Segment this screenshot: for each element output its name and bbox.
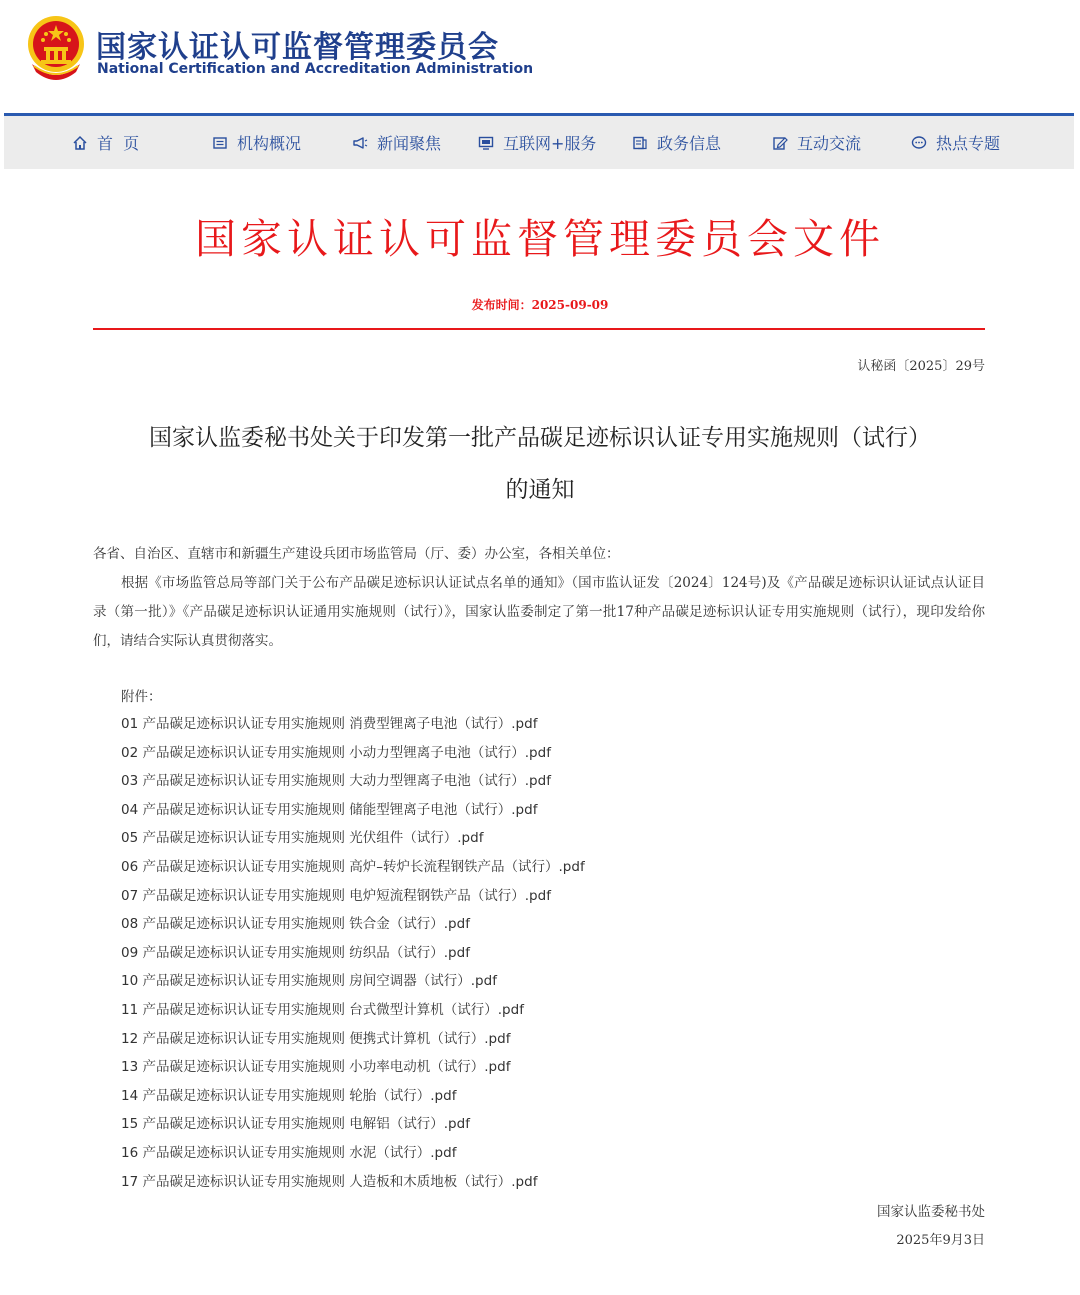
nav-label-interaction: 互动交流 — [797, 134, 862, 153]
document-number: 认秘函〔2025〕29号 — [857, 359, 985, 374]
site-title[interactable]: 国家认证认可监督管理委员会 — [96, 30, 499, 65]
attachment-link[interactable]: 14 产品碳足迹标识认证专用实施规则 轮胎（试行）.pdf — [121, 1087, 457, 1104]
nav-item-topics[interactable] — [911, 116, 1000, 169]
nav-label-home: 首 页 — [97, 134, 140, 153]
nav-label-about: 机构概况 — [237, 134, 302, 153]
notice-title-line-1: 国家认监委秘书处关于印发第一批产品碳足迹标识认证专用实施规则（试行） — [149, 425, 931, 451]
attachment-link[interactable]: 08 产品碳足迹标识认证专用实施规则 铁合金（试行）.pdf — [121, 916, 470, 933]
document-banner: 国家认证认可监督管理委员会文件 — [195, 215, 885, 263]
nav-label-services: 互联网+服务 — [503, 134, 597, 153]
attachment-link[interactable]: 10 产品碳足迹标识认证专用实施规则 房间空调器（试行）.pdf — [121, 973, 497, 990]
nav-label-topics: 热点专题 — [936, 134, 1001, 153]
attachment-link[interactable]: 03 产品碳足迹标识认证专用实施规则 大动力型锂离子电池（试行）.pdf — [121, 773, 551, 790]
attachment-link[interactable]: 17 产品碳足迹标识认证专用实施规则 人造板和木质地板（试行）.pdf — [121, 1173, 538, 1190]
home-icon — [72, 135, 88, 151]
megaphone-icon — [352, 135, 368, 151]
notice-title — [60, 412, 1020, 516]
notice-body — [93, 540, 985, 656]
attachment-link[interactable]: 02 产品碳足迹标识认证专用实施规则 小动力型锂离子电池（试行）.pdf — [121, 744, 551, 761]
nav-item-interaction[interactable] — [772, 116, 861, 169]
list-icon — [212, 135, 228, 151]
attachment-link[interactable]: 09 产品碳足迹标识认证专用实施规则 纺织品（试行）.pdf — [121, 944, 470, 961]
national-emblem-icon[interactable] — [24, 14, 88, 82]
attachment-link[interactable]: 01 产品碳足迹标识认证专用实施规则 消费型锂离子电池（试行）.pdf — [121, 716, 538, 732]
red-divider — [93, 328, 985, 330]
notice-title-line-2: 的通知 — [505, 477, 575, 503]
site-header — [0, 0, 1080, 112]
attachment-link[interactable]: 13 产品碳足迹标识认证专用实施规则 小功率电动机（试行）.pdf — [121, 1059, 511, 1076]
attachment-link[interactable]: 11 产品碳足迹标识认证专用实施规则 台式微型计算机（试行）.pdf — [121, 1001, 524, 1018]
main-nav — [4, 113, 1074, 169]
body-paragraph: 根据《市场监管总局等部门关于公布产品碳足迹标识认证试点名单的通知》（国市监认证发〔2024〕124号)及《产品碳足迹标识认证试点认证目录（第一批）》《产品碳足迹标识认证通用实施规则（试行）》，国家认监委制定了第一批17种产品碳足迹标识认证专用实施规则（试行），现印发给你们，请结合实际认真贯彻落实。 — [93, 575, 985, 649]
nav-label-government-info: 政务信息 — [657, 134, 722, 153]
publish-time: 发布时间：2025-09-09 — [471, 298, 609, 312]
signature-organization: 国家认监委秘书处 — [877, 1204, 985, 1220]
chat-icon — [911, 135, 927, 151]
document-icon — [632, 135, 648, 151]
attachments-list — [121, 710, 585, 1196]
nav-item-about[interactable] — [212, 116, 301, 169]
edit-icon — [772, 135, 788, 151]
attachment-link[interactable]: 04 产品碳足迹标识认证专用实施规则 储能型锂离子电池（试行）.pdf — [121, 801, 538, 818]
nav-item-news[interactable] — [352, 116, 441, 169]
attachment-link[interactable]: 16 产品碳足迹标识认证专用实施规则 水泥（试行）.pdf — [121, 1144, 457, 1161]
nav-item-services[interactable] — [478, 116, 596, 169]
site-subtitle: National Certification and Accreditation Administration — [97, 61, 534, 77]
attachments-label: 附件： — [121, 689, 162, 705]
nav-item-home[interactable] — [72, 116, 139, 169]
attachment-link[interactable]: 06 产品碳足迹标识认证专用实施规则 高炉–转炉长流程钢铁产品（试行）.pdf — [121, 858, 585, 875]
monitor-icon — [478, 135, 494, 151]
signature-date: 2025年9月3日 — [896, 1233, 985, 1248]
nav-item-government-info[interactable] — [632, 116, 721, 169]
attachment-link[interactable]: 07 产品碳足迹标识认证专用实施规则 电炉短流程钢铁产品（试行）.pdf — [121, 887, 551, 904]
attachment-link[interactable]: 05 产品碳足迹标识认证专用实施规则 光伏组件（试行）.pdf — [121, 830, 484, 847]
salutation: 各省、自治区、直辖市和新疆生产建设兵团市场监管局（厅、委）办公室，各相关单位： — [93, 546, 620, 562]
nav-label-news: 新闻聚焦 — [377, 134, 442, 153]
attachment-link[interactable]: 15 产品碳足迹标识认证专用实施规则 电解铝（试行）.pdf — [121, 1116, 470, 1133]
attachment-link[interactable]: 12 产品碳足迹标识认证专用实施规则 便携式计算机（试行）.pdf — [121, 1030, 511, 1047]
